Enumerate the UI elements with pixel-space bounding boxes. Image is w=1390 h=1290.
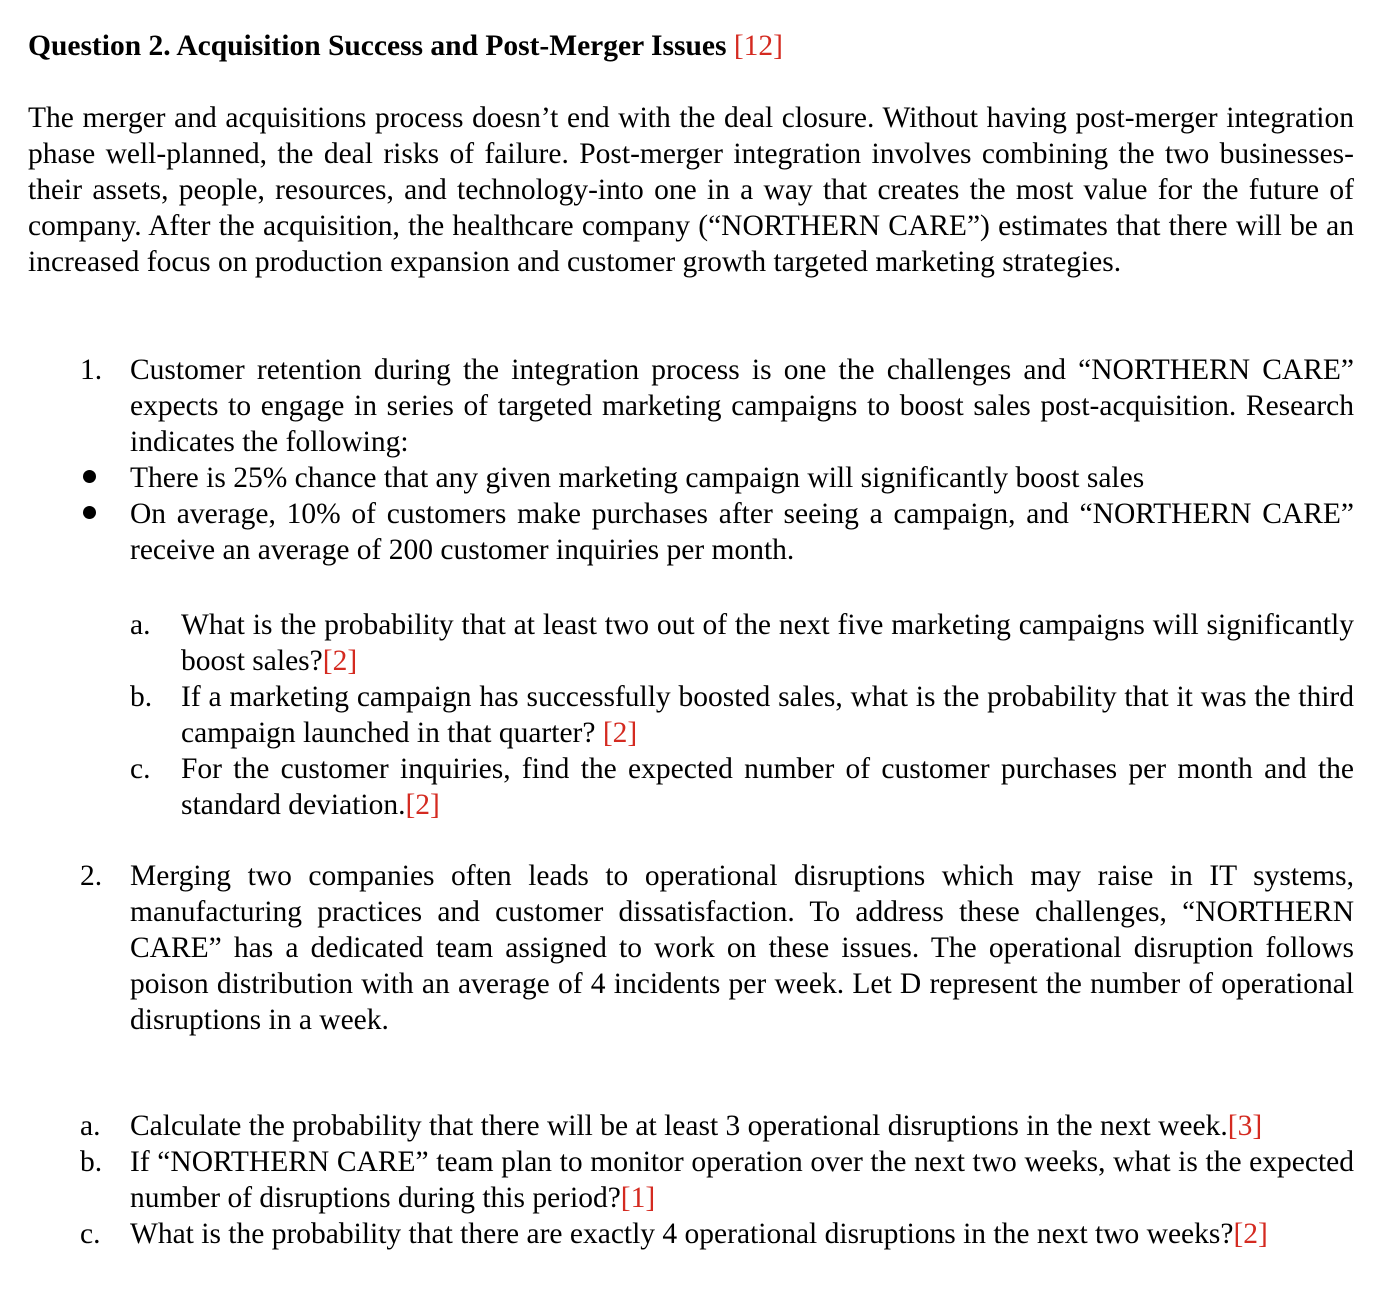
part-label: a. [80, 1110, 101, 1142]
q2-part-c [28, 1216, 1354, 1252]
q2-part-b [28, 1144, 1354, 1216]
q1-parts [28, 607, 1354, 823]
q1-number: 1. [80, 354, 103, 386]
part-text: Calculate the probability that there will be at least 3 operational disruptions in the next week. [130, 1110, 1228, 1142]
part-marks: [2] [405, 789, 440, 821]
part-label: b. [80, 1146, 103, 1178]
part-marks: [2] [602, 717, 638, 749]
part-text: What is the probability that at least two out of the next five marketing campaigns will significantly boost sales? [181, 609, 1354, 677]
part-text: If “NORTHERN CARE” team plan to monitor operation over the next two weeks, what is the expected number of disruptions during this period? [130, 1146, 1354, 1214]
q1-part-a [28, 607, 1354, 679]
part-marks: [2] [322, 645, 358, 677]
q1-bullet [28, 496, 1354, 568]
q1-bullet-text: There is 25% chance that any given marketing campaign will significantly boost sales [130, 462, 1145, 494]
intro-paragraph: The merger and acquisitions process doesn’t end with the deal closure. Without having post-merger integration phase well-planned, the deal risks of failure. Post-merger integration involves combining the two businesses-their assets, people, resources, and technology-into one in a way that creates the most value for the future of company. After the acquisition, the healthcare company (“NORTHERN CARE”) estimates that there will be an increased focus on production expansion and customer growth targeted marketing strategies. [28, 102, 1354, 278]
part-label: b. [130, 681, 153, 713]
q1-block [28, 352, 1354, 568]
q2-item [28, 858, 1354, 1038]
q2-number: 2. [80, 860, 103, 892]
question-title: Question 2. Acquisition Success and Post-Merger Issues [28, 30, 727, 62]
question-heading [28, 28, 1358, 64]
q1-part-c [28, 751, 1354, 823]
q2-text: Merging two companies often leads to operational disruptions which may raise in IT systems, manufacturing practices and customer dissatisfaction. To address these challenges, “NORTHERN CARE” has a dedicated team assigned to work on these issues. The operational disruption follows poison distribution with an average of 4 incidents per week. Let D represent the number of operational disruptions in a week. [130, 860, 1354, 1036]
q1-bullet-text: On average, 10% of customers make purchases after seeing a campaign, and “NORTHERN CARE” receive an average of 200 customer inquiries per month. [130, 498, 1354, 566]
q1-item [28, 352, 1354, 460]
q1-part-b [28, 679, 1354, 751]
part-text: What is the probability that there are exactly 4 operational disruptions in the next two weeks? [130, 1218, 1234, 1250]
bullet-icon [83, 470, 96, 483]
question-total-marks: [12] [733, 30, 784, 62]
q1-bullet [28, 460, 1354, 496]
part-text: If a marketing campaign has successfully boosted sales, what is the probability that it was the third campaign launched in that quarter? [181, 681, 1354, 749]
part-label: c. [80, 1218, 101, 1250]
q1-text: Customer retention during the integration process is one the challenges and “NORTHERN CARE” expects to engage in series of targeted marketing campaigns to boost sales post-acquisition. Research indicates the following: [130, 354, 1354, 458]
part-label: c. [130, 753, 151, 785]
q2-parts [28, 1108, 1354, 1252]
q2-block [28, 858, 1354, 1038]
part-marks: [3] [1227, 1110, 1263, 1142]
part-text: For the customer inquiries, find the expected number of customer purchases per month and the standard deviation. [181, 753, 1354, 821]
q2-part-a [28, 1108, 1354, 1144]
bullet-icon [83, 506, 96, 519]
part-marks: [2] [1233, 1218, 1268, 1250]
part-marks: [1] [620, 1182, 656, 1214]
part-label: a. [130, 609, 151, 641]
